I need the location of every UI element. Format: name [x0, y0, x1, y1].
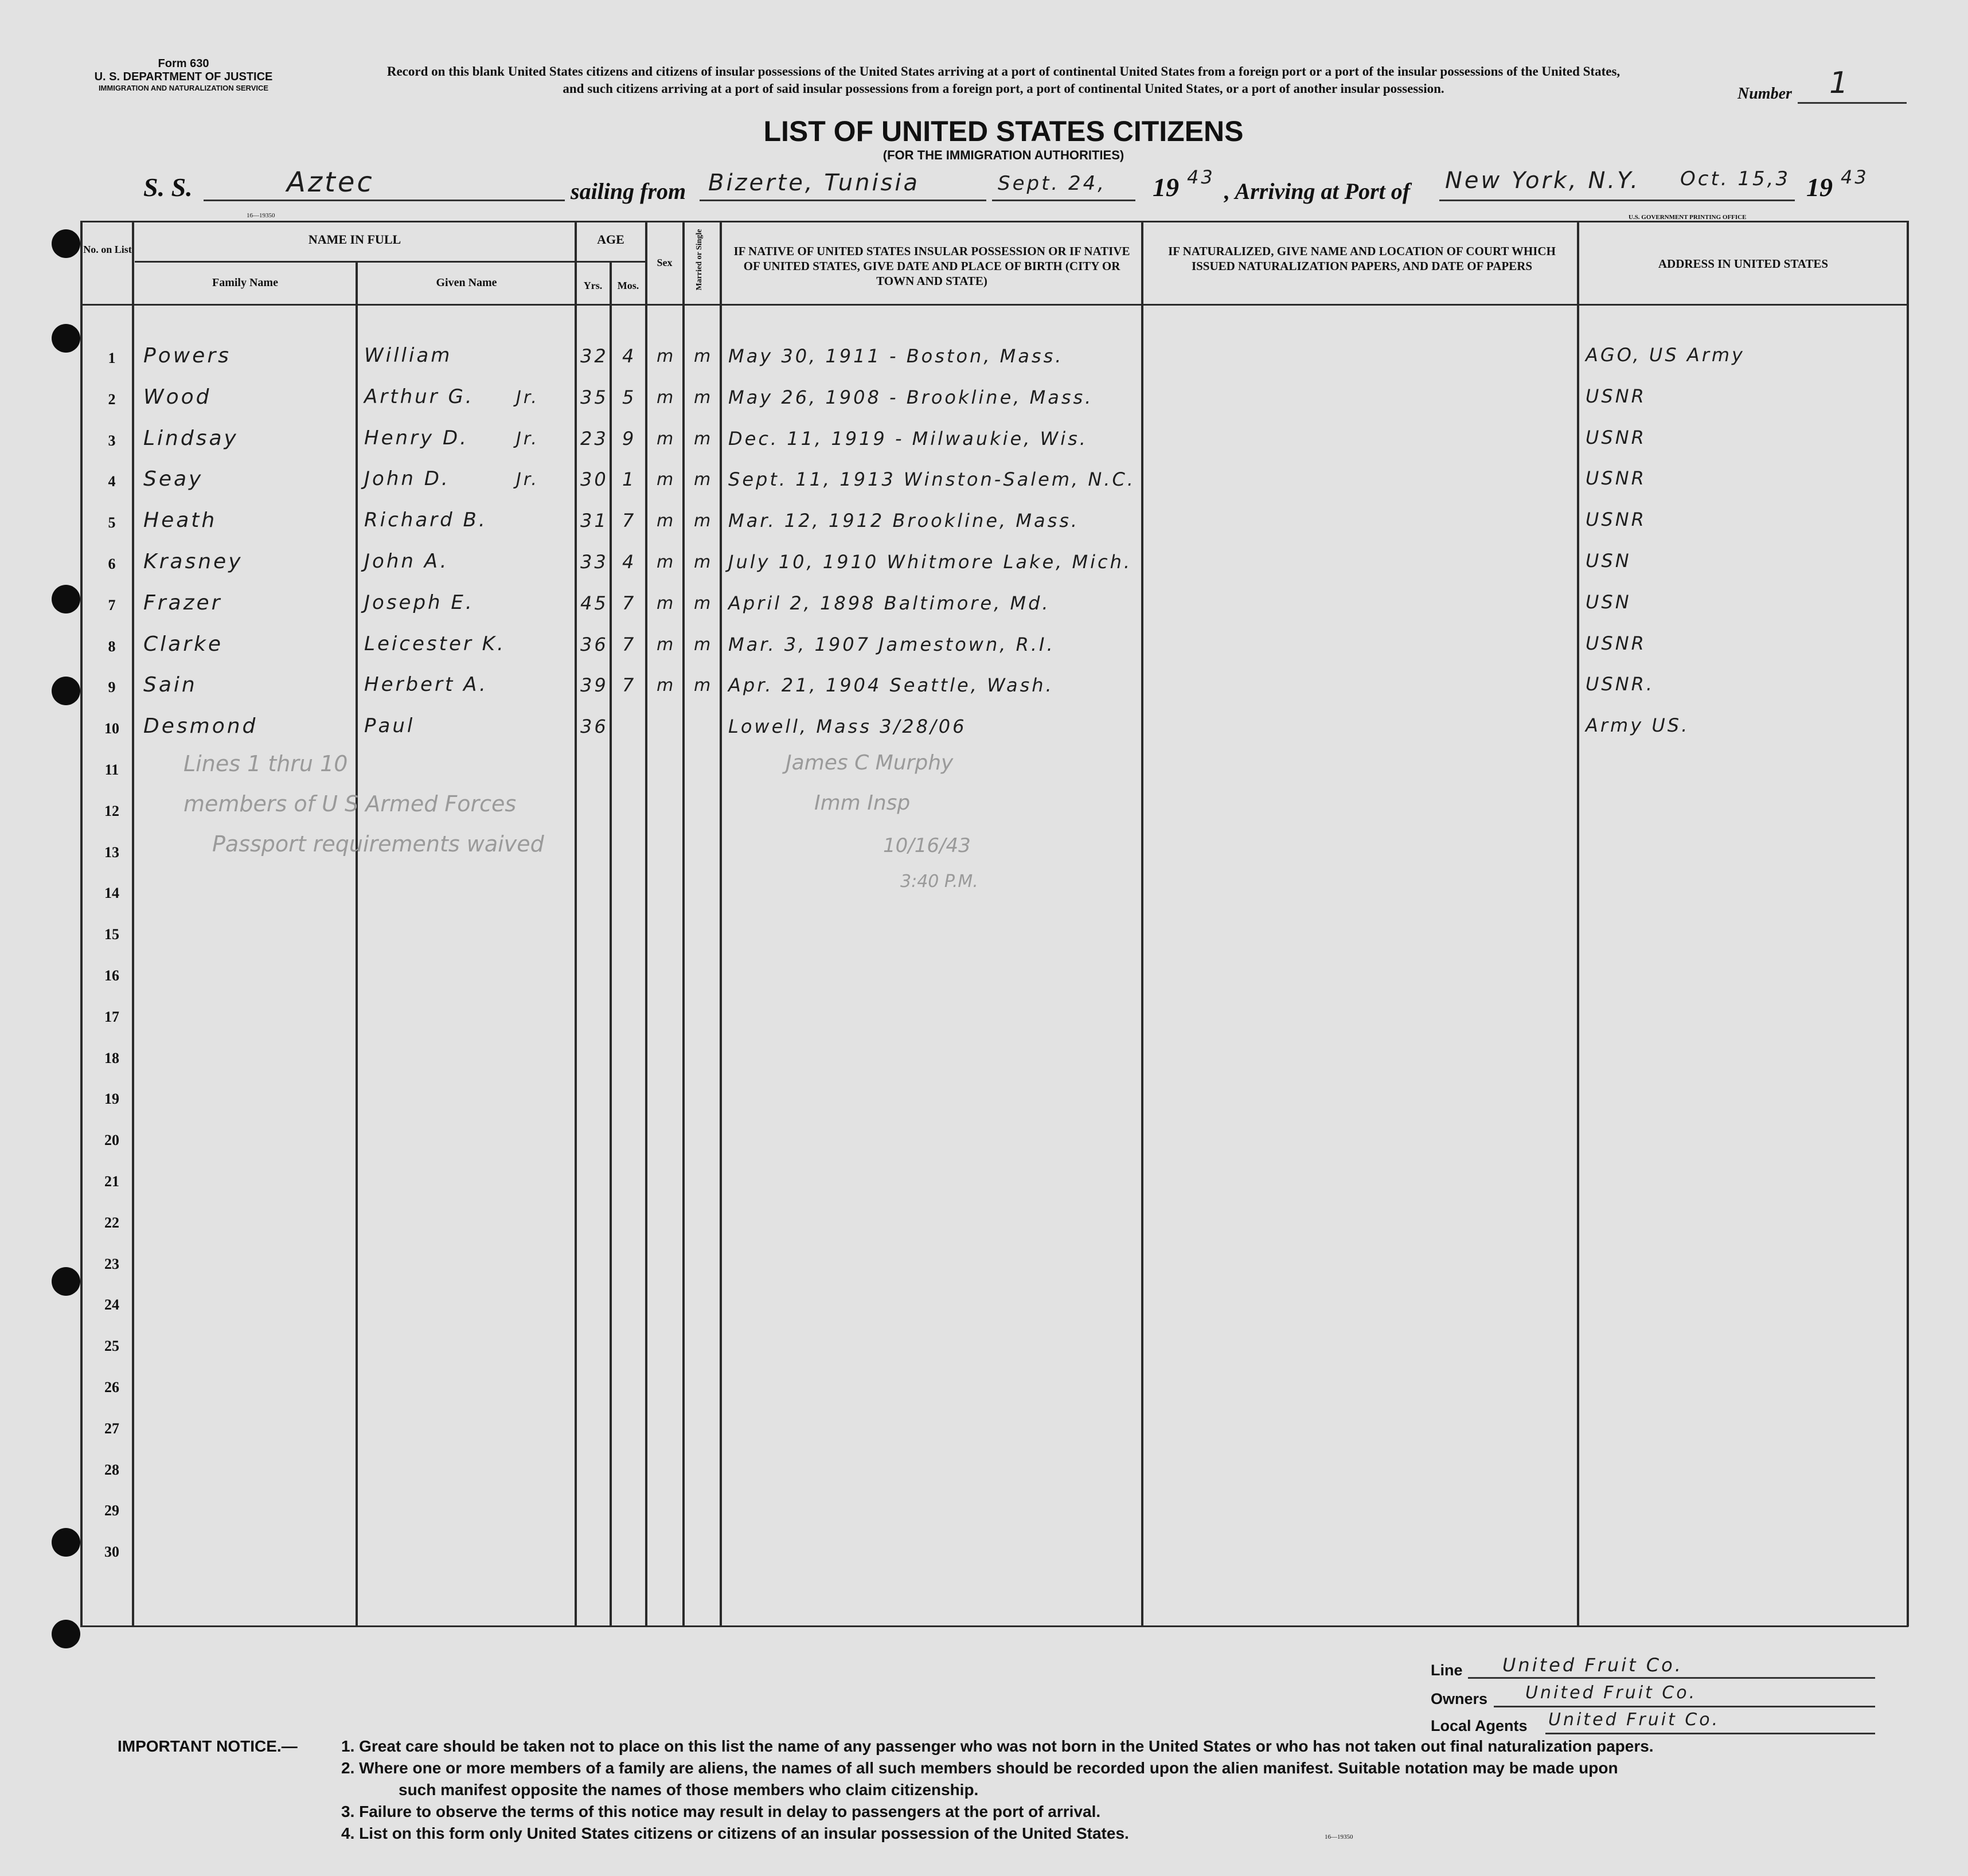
given-name: Herbert A. — [364, 673, 488, 696]
ship-name: Aztec — [287, 166, 374, 198]
age-years: 23 — [580, 428, 608, 450]
birth-date-place: Sept. 11, 1913 Winston-Salem, N.C. — [728, 468, 1135, 490]
name-suffix: Jr. — [516, 429, 539, 449]
owners-underline — [1494, 1706, 1875, 1707]
age-years: 31 — [580, 510, 608, 531]
notice-item-3: 3. Failure to observe the terms of this notice may result in delay to passengers at the port of arrival. — [341, 1803, 1101, 1820]
row-number: 6 — [108, 556, 116, 572]
col-line — [610, 261, 612, 1627]
us-address: AGO, US Army — [1586, 344, 1745, 366]
binder-hole — [52, 1620, 80, 1648]
binder-hole — [52, 229, 80, 258]
col-line — [1141, 221, 1143, 1627]
notice-item-1: 1. Great care should be taken not to place on this list the name of any passenger who was not born in the United States or who has not taken out final naturalization papers. — [341, 1737, 1654, 1755]
sex: m — [657, 675, 676, 695]
family-name: Wood — [143, 385, 212, 409]
notice-title: IMPORTANT NOTICE.— — [118, 1737, 298, 1755]
birth-date-place: July 10, 1910 Whitmore Lake, Mich. — [728, 551, 1133, 573]
given-name: Henry D. — [364, 427, 468, 450]
us-address: USNR — [1586, 385, 1646, 407]
line-value: United Fruit Co. — [1502, 1654, 1683, 1676]
age-months: 1 — [622, 468, 637, 490]
given-name: John D. — [364, 467, 450, 490]
row-number: 7 — [108, 597, 116, 613]
col-line — [682, 221, 685, 1627]
header-given-name: Given Name — [436, 276, 497, 289]
family-name: Sain — [143, 673, 197, 697]
marital-status: m — [694, 593, 713, 613]
row-number: 14 — [104, 885, 119, 901]
depart-date-underline — [992, 200, 1135, 201]
row-number: 17 — [104, 1009, 119, 1025]
row-number: 28 — [104, 1461, 119, 1478]
print-code-bottom: 16—19350 — [1325, 1834, 1353, 1840]
binder-hole — [52, 324, 80, 353]
header-age: AGE — [597, 232, 624, 247]
age-months: 7 — [622, 510, 637, 531]
annotation-passport: Passport requirements waived — [212, 831, 544, 857]
age-months: 7 — [622, 634, 637, 655]
arriving-label: , Arriving at Port of — [1224, 178, 1411, 204]
given-name: Joseph E. — [364, 591, 474, 614]
sex: m — [657, 388, 676, 408]
age-months: 4 — [622, 345, 637, 367]
annotation-time: 3:40 P.M. — [900, 871, 978, 892]
col-line — [356, 261, 358, 1627]
service-name: IMMIGRATION AND NATURALIZATION SERVICE — [98, 84, 269, 92]
col-line — [1907, 221, 1909, 1627]
marital-status: m — [694, 552, 713, 572]
departure-date: Sept. 24, — [998, 172, 1107, 195]
header-naturalized: IF NATURALIZED, GIVE NAME AND LOCATION OF COURT WHICH ISSUED NATURALIZATION PAPERS, AND DATE OF PAPERS — [1168, 244, 1556, 273]
sex: m — [657, 511, 676, 531]
col-line — [720, 221, 722, 1627]
family-name: Clarke — [143, 632, 223, 656]
age-months: 9 — [622, 428, 637, 450]
header-name-in-full: NAME IN FULL — [308, 232, 401, 247]
given-name: Richard B. — [364, 509, 487, 531]
agents-underline — [1545, 1733, 1875, 1734]
number-value: 1 — [1829, 66, 1851, 100]
notice-item-2: 2. Where one or more members of a family are aliens, the names of all such members should be recorded upon the alien manifest. Suitable notation may be made upon — [341, 1759, 1618, 1777]
age-years: 30 — [580, 468, 608, 490]
row-number: 13 — [104, 844, 119, 861]
sex: m — [657, 429, 676, 449]
header-birth: IF NATIVE OF UNITED STATES INSULAR POSSESSION OR IF NATIVE OF UNITED STATES, GIVE DATE AND PLACE OF BIRTH (CITY OR TOWN AND STATE) — [733, 244, 1130, 288]
row-number: 19 — [104, 1091, 119, 1107]
age-months: 7 — [622, 592, 637, 614]
arrive-year-prefix: 19 — [1806, 173, 1833, 202]
row-number: 29 — [104, 1502, 119, 1519]
sex: m — [657, 552, 676, 572]
birth-date-place: Mar. 3, 1907 Jamestown, R.I. — [728, 634, 1055, 655]
row-number: 8 — [108, 638, 116, 655]
notice-item-2-continued: such manifest opposite the names of those members who claim citizenship. — [399, 1781, 979, 1799]
row-number: 2 — [108, 391, 116, 408]
age-months: 7 — [622, 674, 637, 696]
row-number: 11 — [104, 761, 119, 778]
row-number: 4 — [108, 473, 116, 490]
family-name: Powers — [143, 344, 231, 368]
birth-date-place: April 2, 1898 Baltimore, Md. — [728, 592, 1051, 614]
header-months: Mos. — [617, 280, 639, 291]
table-bottom-border — [80, 1625, 1908, 1627]
binder-hole — [52, 585, 80, 613]
page-subtitle: (FOR THE IMMIGRATION AUTHORITIES) — [883, 148, 1124, 162]
us-address: USNR — [1586, 632, 1646, 654]
table-top-border — [80, 221, 1908, 222]
line-underline — [1468, 1677, 1875, 1679]
marital-status: m — [694, 429, 713, 449]
age-years: 36 — [580, 634, 608, 655]
annotation-lines: Lines 1 thru 10 — [183, 751, 348, 776]
row-number: 9 — [108, 679, 116, 695]
row-number: 12 — [104, 803, 119, 819]
header-years: Yrs. — [583, 280, 603, 291]
row-number: 21 — [104, 1173, 119, 1190]
col-line — [645, 221, 647, 1627]
us-address: USNR. — [1586, 673, 1655, 695]
row-number: 5 — [108, 514, 116, 531]
us-address: USNR — [1586, 427, 1646, 448]
print-code-top: 16—19350 — [247, 212, 275, 219]
marital-status: m — [694, 675, 713, 695]
row-number: 24 — [104, 1296, 119, 1313]
col-line — [80, 221, 83, 1627]
row-number: 27 — [104, 1420, 119, 1437]
form-number: Form 630 — [158, 57, 209, 70]
header-married-single: Married or Single — [695, 229, 704, 291]
row-number: 15 — [104, 926, 119, 943]
binder-hole — [52, 677, 80, 705]
arrival-year: 43 — [1841, 166, 1869, 188]
birth-date-place: Mar. 12, 1912 Brookline, Mass. — [728, 510, 1080, 531]
row-number: 10 — [104, 720, 119, 737]
annotation-date: 10/16/43 — [883, 834, 971, 857]
agents-value: United Fruit Co. — [1548, 1710, 1720, 1730]
annotation-imm-insp: Imm Insp — [814, 791, 911, 815]
ss-label: S. S. — [143, 173, 193, 202]
age-years: 45 — [580, 592, 608, 614]
header-no: No. on List — [83, 244, 132, 255]
owners-value: United Fruit Co. — [1525, 1683, 1697, 1703]
family-name: Seay — [143, 467, 204, 491]
marital-status: m — [694, 346, 713, 366]
row-number: 22 — [104, 1214, 119, 1231]
sex: m — [657, 470, 676, 490]
sex: m — [657, 346, 676, 366]
given-name: William — [364, 344, 452, 367]
owners-label: Owners — [1431, 1690, 1488, 1707]
number-label: Number — [1737, 85, 1792, 103]
age-years: 39 — [580, 674, 608, 696]
birth-date-place: Apr. 21, 1904 Seattle, Wash. — [728, 674, 1054, 696]
number-underline — [1798, 102, 1907, 104]
family-name: Krasney — [143, 550, 243, 573]
binder-hole — [52, 1528, 80, 1557]
family-name: Frazer — [143, 591, 222, 615]
col-line — [575, 221, 577, 1627]
annotation-inspector: James C Murphy — [786, 751, 954, 775]
birth-date-place: May 30, 1911 - Boston, Mass. — [728, 345, 1064, 367]
age-months: 5 — [622, 386, 637, 408]
row-number: 30 — [104, 1543, 119, 1560]
header-address: ADDRESS IN UNITED STATES — [1658, 257, 1829, 271]
us-address: USNR — [1586, 509, 1646, 530]
birth-date-place: May 26, 1908 - Brookline, Mass. — [728, 386, 1094, 408]
row-number: 23 — [104, 1256, 119, 1272]
name-suffix: Jr. — [516, 388, 539, 408]
marital-status: m — [694, 511, 713, 531]
col-line — [132, 221, 134, 1627]
row-number: 16 — [104, 967, 119, 984]
given-name: Arthur G. — [364, 385, 474, 408]
departure-port: Bizerte, Tunisia — [708, 170, 920, 196]
family-name: Lindsay — [143, 427, 239, 450]
arrival-port: New York, N.Y. — [1445, 167, 1641, 194]
us-address: Army US. — [1586, 714, 1690, 736]
annotation-members: members of U S Armed Forces — [183, 791, 517, 816]
gpo-mark: U.S. GOVERNMENT PRINTING OFFICE — [1629, 214, 1747, 221]
row-number: 3 — [108, 432, 116, 449]
ship-underline — [204, 200, 565, 201]
age-years: 32 — [580, 345, 608, 367]
us-address: USN — [1586, 550, 1631, 572]
age-years: 36 — [580, 716, 608, 737]
port-underline — [1439, 200, 1795, 201]
row-number: 25 — [104, 1338, 119, 1354]
agents-label: Local Agents — [1431, 1717, 1528, 1734]
from-underline — [700, 200, 986, 201]
line-label: Line — [1431, 1662, 1463, 1679]
row-number: 26 — [104, 1379, 119, 1396]
us-address: USNR — [1586, 467, 1646, 489]
given-name: Leicester K. — [364, 632, 506, 655]
given-name: Paul — [364, 714, 415, 737]
record-notice: Record on this blank United States citizens and citizens of insular possessions of the United States arriving at a port of continental United States from a foreign port or a port of the insular possessions of the United States, and such citizens arriving at a port of said insular possessions from a foreign port, a port of continental United States, or a port of another insular possession. — [386, 64, 1621, 96]
birth-date-place: Dec. 11, 1919 - Milwaukie, Wis. — [728, 428, 1088, 450]
departure-year: 43 — [1187, 166, 1215, 188]
name-suffix: Jr. — [516, 470, 539, 490]
arrival-date: Oct. 15,3 — [1680, 167, 1791, 190]
sailing-label: sailing from — [571, 178, 686, 204]
row-number: 18 — [104, 1050, 119, 1066]
sex: m — [657, 635, 676, 655]
birth-date-place: Lowell, Mass 3/28/06 — [728, 716, 967, 737]
marital-status: m — [694, 470, 713, 490]
age-months: 4 — [622, 551, 637, 573]
row-number: 1 — [108, 350, 116, 366]
header-bottom-border — [80, 304, 1908, 306]
sex: m — [657, 593, 676, 613]
header-family-name: Family Name — [212, 276, 278, 289]
marital-status: m — [694, 635, 713, 655]
age-years: 33 — [580, 551, 608, 573]
col-line — [1577, 221, 1579, 1627]
form-identification — [80, 57, 287, 92]
us-address: USN — [1586, 591, 1631, 613]
department-name: U. S. DEPARTMENT OF JUSTICE — [94, 71, 273, 83]
depart-year-prefix: 19 — [1153, 173, 1179, 202]
family-name: Heath — [143, 509, 217, 532]
marital-status: m — [694, 388, 713, 408]
page-title: LIST OF UNITED STATES CITIZENS — [763, 115, 1244, 147]
notice-item-4: 4. List on this form only United States citizens or citizens of an insular possession of the United States. — [341, 1824, 1129, 1842]
binder-hole — [52, 1267, 80, 1296]
given-name: John A. — [364, 550, 449, 573]
row-number: 20 — [104, 1132, 119, 1148]
family-name: Desmond — [143, 714, 258, 738]
age-years: 35 — [580, 386, 608, 408]
header-sex: Sex — [657, 257, 673, 268]
